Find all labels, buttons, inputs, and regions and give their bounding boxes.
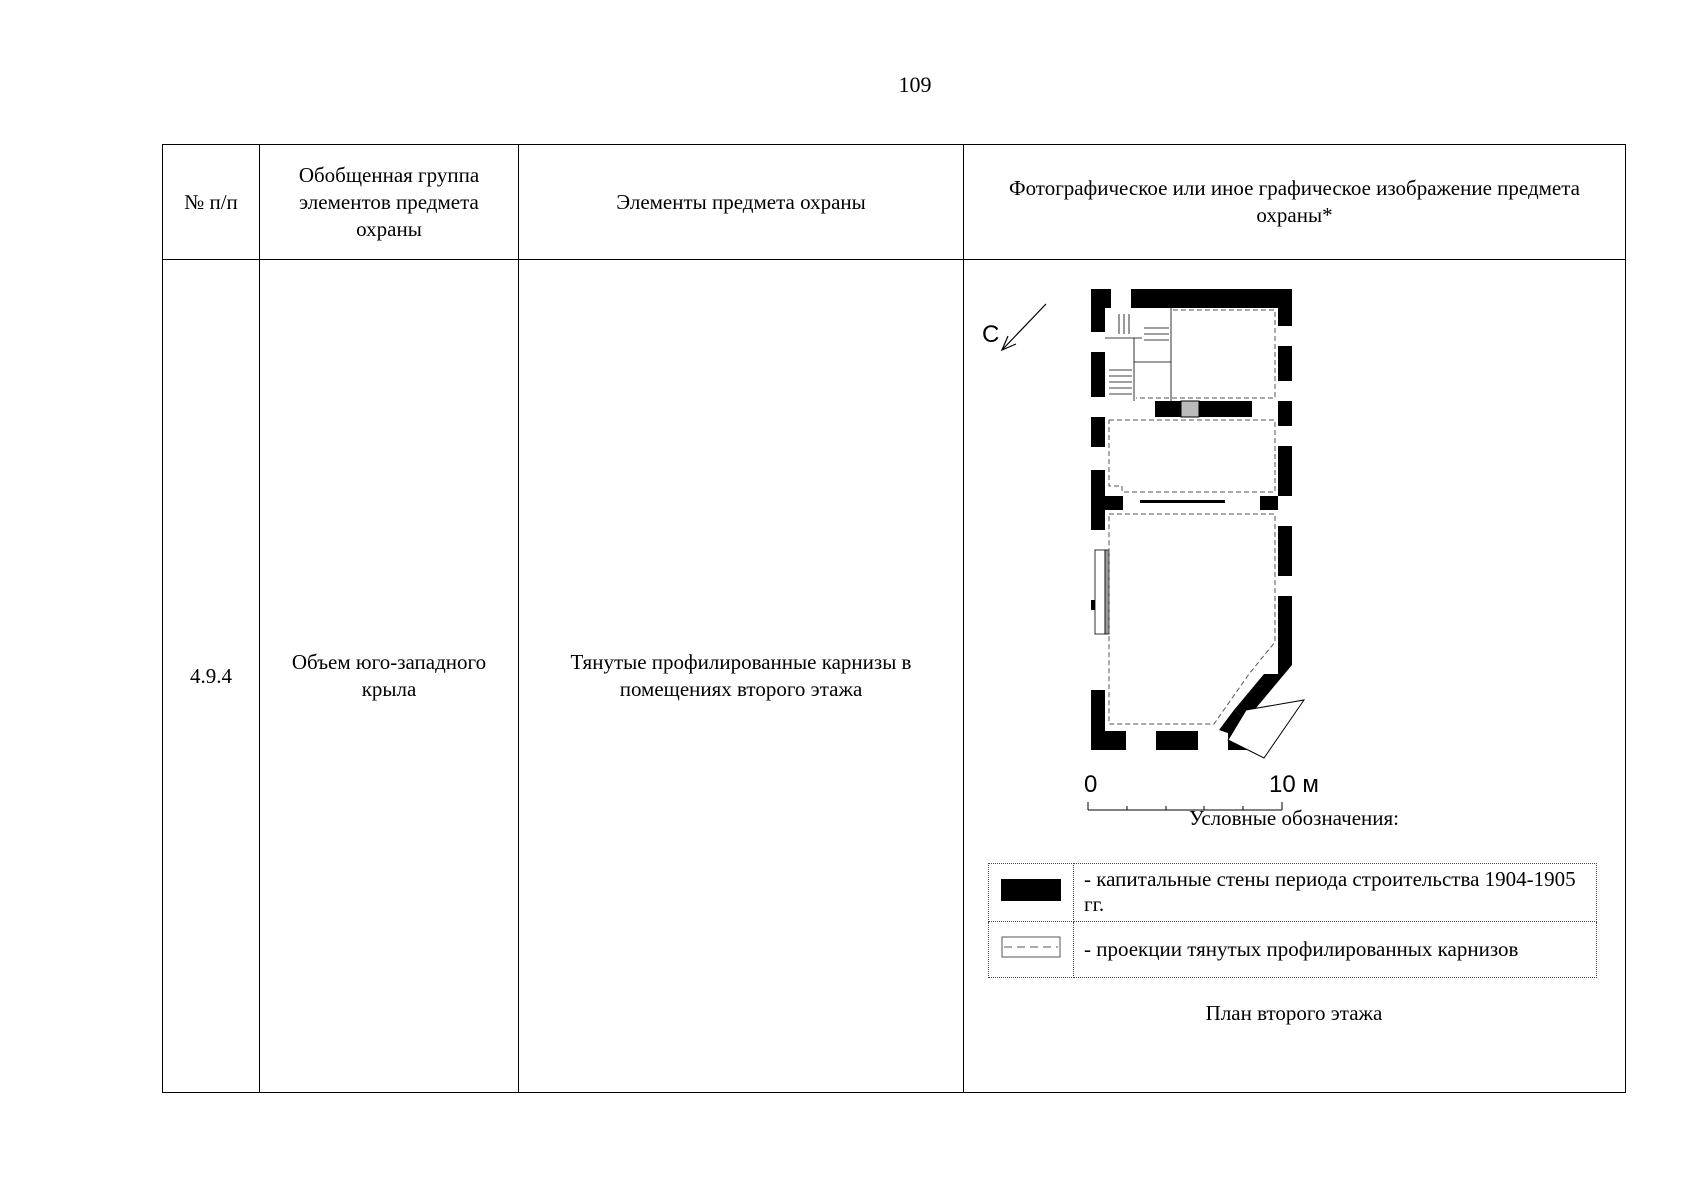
legend-swatch bbox=[989, 922, 1074, 978]
legend-label: - проекции тянутых профилированных карнизов bbox=[1074, 922, 1597, 978]
capital-walls bbox=[1091, 289, 1292, 750]
header-image: Фотографическое или иное графическое изображение предмета охраны* bbox=[964, 145, 1626, 260]
scale-end-label: 10 м bbox=[1269, 771, 1319, 798]
row-elements: Тянутые профилированные карнизы в помещениях второго этажа bbox=[519, 260, 964, 1093]
solid-wall-icon bbox=[1001, 879, 1061, 901]
table-row bbox=[163, 260, 1626, 1093]
legend-title: Условные обозначения: bbox=[1188, 806, 1400, 830]
table-header-row bbox=[163, 145, 1626, 260]
legend-row bbox=[989, 922, 1597, 978]
legend-table bbox=[988, 863, 1597, 978]
header-number: № п/п bbox=[163, 145, 260, 260]
dashed-rectangle-icon bbox=[1000, 935, 1062, 959]
row-image bbox=[964, 260, 1626, 1093]
stair-area bbox=[1095, 308, 1171, 634]
page-number: 109 bbox=[898, 72, 932, 97]
plan-caption: План второго этажа bbox=[1205, 1001, 1383, 1025]
legend-swatch bbox=[989, 864, 1074, 922]
legend-label: - капитальные стены периода строительства 1904-1905 гг. bbox=[1074, 864, 1597, 922]
legend-row bbox=[989, 864, 1597, 922]
scale-start-label: 0 bbox=[1084, 771, 1098, 798]
row-number: 4.9.4 bbox=[163, 260, 260, 1093]
header-elements: Элементы предмета охраны bbox=[519, 145, 964, 260]
north-arrow-icon bbox=[982, 304, 1046, 350]
row-group: Объем юго-западного крыла bbox=[260, 260, 519, 1093]
north-label: С bbox=[982, 321, 1000, 348]
protection-items-table bbox=[162, 144, 1626, 1093]
header-group: Обобщенная группа элементов предмета охраны bbox=[260, 145, 519, 260]
